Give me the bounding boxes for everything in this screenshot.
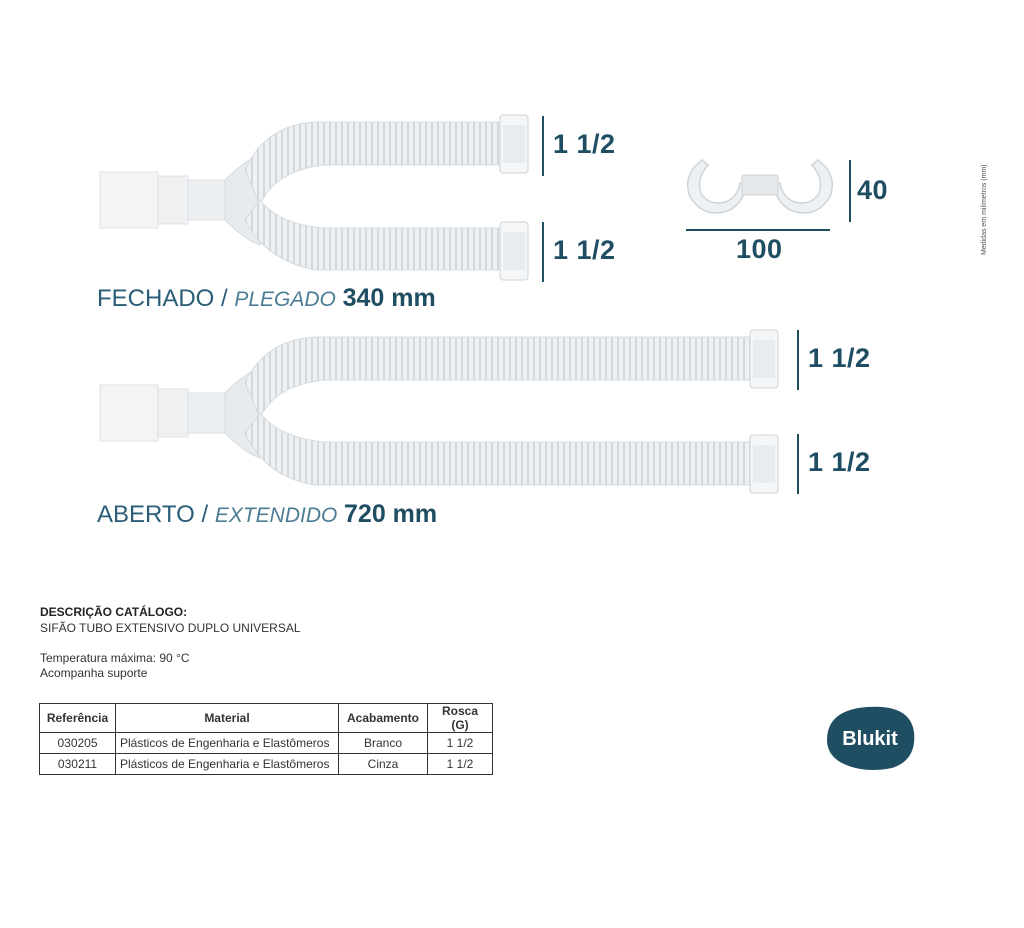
product-name: SIFÃO TUBO EXTENSIVO DUPLO UNIVERSAL [40, 621, 301, 635]
header-finish: Acabamento [339, 704, 428, 733]
cell-finish: Cinza [339, 754, 428, 775]
thread-size-open-top: 1 1/2 [808, 343, 871, 373]
thread-size-closed-top: 1 1/2 [553, 129, 616, 159]
bracket-height-label: 40 [857, 175, 889, 205]
cell-thread: 1 1/2 [428, 733, 493, 754]
open-label-main: ABERTO / [97, 501, 209, 528]
closed-label-main: FECHADO / [97, 285, 228, 312]
header-reference: Referência [40, 704, 116, 733]
dimension-line-open-bottom [797, 434, 799, 494]
header-material: Material [116, 704, 339, 733]
cell-material: Plásticos de Engenharia e Elastômeros [116, 754, 339, 775]
table-header-row [40, 704, 493, 733]
description-heading: DESCRIÇÃO CATÁLOGO: [40, 605, 188, 619]
bracket-height-line [849, 160, 851, 222]
max-temperature: Temperatura máxima: 90 °C [40, 651, 190, 665]
dimension-line-closed-bottom [542, 222, 544, 282]
siphon-open-drawing [95, 325, 795, 500]
dimension-line-open-top [797, 330, 799, 390]
closed-length-value: 340 mm [342, 284, 436, 312]
closed-length-caption [97, 284, 436, 313]
open-length-value: 720 mm [344, 500, 438, 528]
cell-finish: Branco [339, 733, 428, 754]
cell-thread: 1 1/2 [428, 754, 493, 775]
table-row [40, 733, 493, 754]
blukit-logo [822, 702, 917, 772]
cell-reference: 030205 [40, 733, 116, 754]
cell-material: Plásticos de Engenharia e Elastômeros [116, 733, 339, 754]
logo-text: Blukit [842, 728, 898, 750]
units-note: Medidas em milímetros (mm) [981, 164, 988, 255]
support-included: Acompanha suporte [40, 666, 148, 680]
dimension-line-closed-top [542, 116, 544, 176]
siphon-closed-drawing [95, 110, 535, 285]
cell-reference: 030211 [40, 754, 116, 775]
bracket-width-line [686, 229, 830, 231]
header-thread: Rosca (G) [428, 704, 493, 733]
closed-label-italic: PLEGADO [234, 288, 336, 311]
open-label-italic: EXTENDIDO [214, 504, 338, 527]
bracket-width-label: 100 [736, 234, 783, 264]
open-length-caption [97, 500, 437, 529]
spec-table [39, 703, 493, 775]
thread-size-open-bottom: 1 1/2 [808, 447, 871, 477]
table-row [40, 754, 493, 775]
bracket-clip-icon [680, 155, 840, 225]
thread-size-closed-bottom: 1 1/2 [553, 235, 616, 265]
